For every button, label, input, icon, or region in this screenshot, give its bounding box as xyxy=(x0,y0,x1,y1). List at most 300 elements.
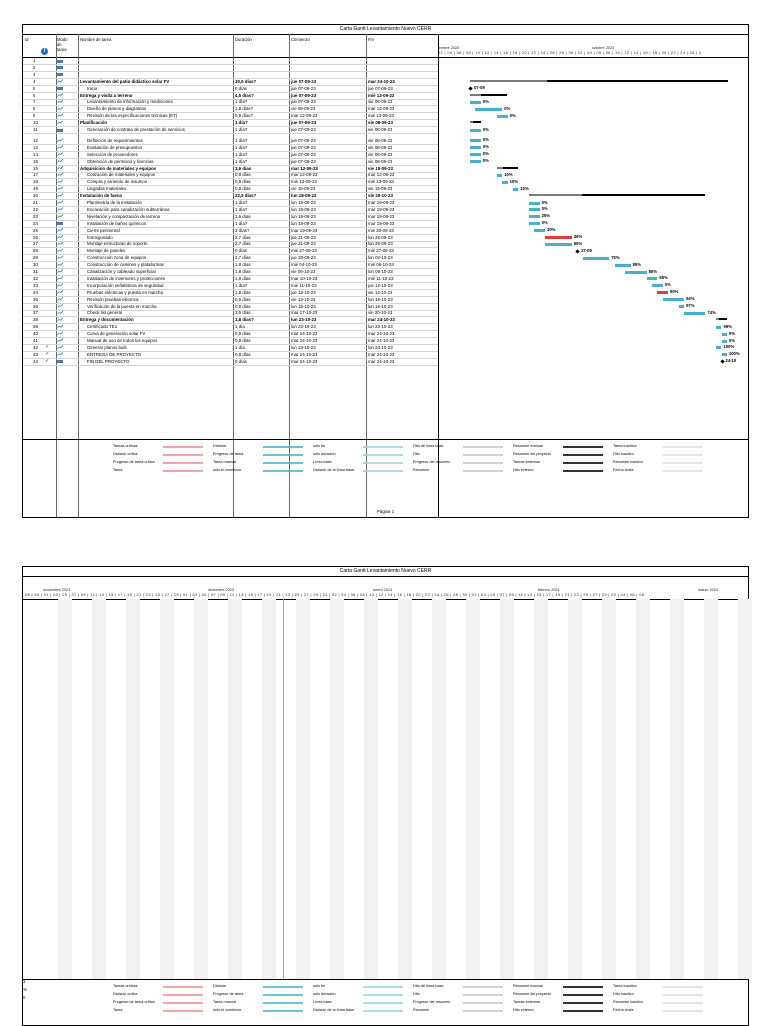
task-start: mié 04-10-23 xyxy=(291,262,317,268)
col-name: Nombre de tarea xyxy=(80,37,112,42)
col-mode: Modo de tarea xyxy=(57,37,68,52)
task-name: Montaje de paneles xyxy=(87,248,126,254)
task-start: mar 12-09-23 xyxy=(291,113,318,119)
legend-item: División crítica xyxy=(113,452,138,456)
legend-swatch xyxy=(663,446,703,448)
task-start: vie 15-09-23 xyxy=(291,186,316,192)
auto-schedule-icon xyxy=(57,345,63,349)
row-id: 9 xyxy=(33,113,36,119)
legend-item: Resumen del proyecto xyxy=(513,452,551,456)
manual-schedule-icon xyxy=(57,222,63,225)
legend-swatch xyxy=(663,462,703,464)
summary-progress xyxy=(497,167,503,169)
task-name: Generación de contrato de prestación de servicios xyxy=(87,127,185,132)
task-bar[interactable] xyxy=(625,271,646,274)
task-finish: vie 15-09-23 xyxy=(368,186,393,192)
edge-mark-1: 1 xyxy=(23,979,26,984)
task-duration: 2,7 días xyxy=(235,255,251,261)
row-id: 23 xyxy=(33,213,38,219)
progress-label: 0% xyxy=(509,112,516,118)
task-finish: jue 07-09-23 xyxy=(368,85,393,91)
task-name: ENTREGA DE PROYECTO xyxy=(87,351,142,357)
auto-schedule-icon xyxy=(57,99,63,103)
task-bar[interactable] xyxy=(583,257,610,260)
col-finish: Fin xyxy=(368,37,374,42)
legend-swatch xyxy=(363,446,403,448)
progress-label: 97% xyxy=(686,303,695,308)
row-id: 30 xyxy=(33,262,38,268)
summary-progress xyxy=(529,194,582,196)
legend-swatch xyxy=(163,1002,203,1004)
task-finish: lun 23-10-23 xyxy=(368,324,393,330)
task-duration: 1 día xyxy=(235,344,245,350)
timeline-month-dec: diciembre 2023 xyxy=(208,588,234,592)
task-duration: 22,5 días? xyxy=(235,193,257,199)
row-id: 28 xyxy=(33,248,38,254)
check-icon xyxy=(45,345,51,350)
legend-item: Tarea xyxy=(113,468,123,472)
auto-schedule-icon xyxy=(57,186,63,190)
auto-schedule-icon xyxy=(57,241,63,245)
legend-item: Resumen xyxy=(413,468,430,472)
progress-label: 80% xyxy=(632,261,641,267)
legend-swatch xyxy=(563,994,603,996)
task-name: Instalación de inversores y protecciones xyxy=(87,275,166,281)
task-duration: 1 día? xyxy=(235,144,248,150)
progress-label: 10% xyxy=(509,178,518,184)
task-duration: 3,6 días xyxy=(235,310,251,316)
legend-item: Tarea manual xyxy=(213,1000,237,1004)
task-bar[interactable] xyxy=(684,312,705,315)
task-duration: 0 días xyxy=(235,248,247,254)
legend-item: Tareas externas xyxy=(513,1000,541,1004)
task-bar[interactable] xyxy=(497,115,508,118)
auto-schedule-icon xyxy=(57,200,63,204)
task-finish: mar 12-09-23 xyxy=(368,106,395,112)
progress-label: 30% xyxy=(547,227,556,233)
legend-item: Progreso del resumen xyxy=(413,1000,451,1004)
task-duration: 1 día? xyxy=(235,206,248,212)
task-finish: mar 19-09-23 xyxy=(368,200,395,205)
task-bar[interactable] xyxy=(679,305,684,308)
row-id: 31 xyxy=(33,269,38,274)
weekend-stripe xyxy=(194,599,208,979)
task-bar[interactable] xyxy=(652,284,663,287)
task-bar[interactable] xyxy=(502,181,507,184)
task-bar[interactable] xyxy=(722,353,727,356)
legend-swatch xyxy=(463,986,503,988)
legend-swatch xyxy=(163,1010,203,1012)
auto-schedule-icon xyxy=(57,93,63,97)
task-bar[interactable] xyxy=(545,243,572,246)
task-duration: 1 día? xyxy=(235,200,248,205)
progress-label: 0% xyxy=(482,126,489,132)
weekend-stripe xyxy=(704,599,718,979)
row-id: 16 xyxy=(33,165,38,171)
task-bar[interactable] xyxy=(529,222,540,225)
task-finish: mar 19-09-23 xyxy=(368,220,395,226)
legend-item: Progreso de tarea crítica xyxy=(113,460,155,464)
timeline-month-feb: febrero 2024 xyxy=(538,588,560,592)
legend-item: Resumen xyxy=(413,1008,430,1012)
task-duration: 1 día? xyxy=(235,120,248,126)
task-bar[interactable] xyxy=(470,146,481,149)
legend-swatch xyxy=(163,986,203,988)
legend-swatch xyxy=(263,462,303,464)
row-id: 13 xyxy=(33,144,38,150)
weekend-stripe xyxy=(602,599,616,979)
task-start: jue 07-09-23 xyxy=(291,85,316,91)
col-duration: Duración xyxy=(235,37,252,42)
summary-progress xyxy=(716,318,719,320)
task-start: lun 16-10-23 xyxy=(291,303,316,309)
page-number: Página 1 xyxy=(376,509,395,514)
task-duration: 0,8 días xyxy=(235,186,251,192)
legend-swatch xyxy=(563,1002,603,1004)
summary-progress xyxy=(470,80,547,82)
task-name: Selección de proveedores xyxy=(87,151,138,157)
task-start: jue 07-09-23 xyxy=(291,92,317,98)
task-duration: 0,8 días xyxy=(235,172,251,178)
task-finish: mar 24-10-23 xyxy=(368,358,395,364)
timeline-month-oct: octubre 2023 xyxy=(592,46,615,50)
task-name: Inicio xyxy=(87,85,98,91)
timeline-header xyxy=(438,34,748,58)
weekend-stripe xyxy=(364,599,378,979)
auto-schedule-icon xyxy=(57,152,63,156)
task-bar[interactable] xyxy=(475,108,502,111)
legend-item: Progreso de tarea crítica xyxy=(113,1000,155,1004)
task-start: lun 18-09-23 xyxy=(291,200,316,205)
task-start: mar 12-09-23 xyxy=(291,165,318,171)
legend-swatch xyxy=(563,446,603,448)
task-start: mar 12-09-23 xyxy=(291,172,318,178)
legend-swatch xyxy=(463,1002,503,1004)
task-bar[interactable] xyxy=(663,298,684,301)
row-id: 15 xyxy=(33,158,38,164)
task-duration: 1,8 días xyxy=(235,262,251,268)
legend-item: Hito inactivo xyxy=(613,452,634,456)
task-start: mar 24-10-23 xyxy=(291,358,318,364)
legend-swatch xyxy=(163,446,203,448)
row-id: 29 xyxy=(33,255,38,261)
info-icon[interactable]: i xyxy=(41,48,48,55)
legend-item: Tareas críticas xyxy=(113,444,138,448)
task-start: jue 07-09-23 xyxy=(291,78,317,84)
legend-swatch xyxy=(663,470,703,472)
weekend-stripe xyxy=(636,599,650,979)
legend-item: Línea base xyxy=(313,460,332,464)
milestone-marker[interactable] xyxy=(720,360,724,364)
manual-schedule-icon xyxy=(57,60,63,63)
task-start: jue 07-09-23 xyxy=(291,120,317,126)
row-id: 44 xyxy=(33,358,38,364)
progress-label: 0% xyxy=(541,199,548,205)
timeline-month-mar: marzo 2024 xyxy=(698,588,719,592)
task-finish: mié 27-09-23 xyxy=(368,248,394,254)
legend-swatch xyxy=(263,1010,303,1012)
task-name: Construcción de caminos y plataformas xyxy=(87,262,164,268)
task-duration: 1 día? xyxy=(235,220,248,226)
row-id: 43 xyxy=(33,351,38,357)
row-id: 40 xyxy=(33,331,38,337)
task-duration: 0,8 días xyxy=(235,351,251,357)
row-id: 42 xyxy=(33,344,38,350)
progress-label: 36% xyxy=(573,234,583,239)
task-start: jue 07-09-23 xyxy=(291,137,316,143)
auto-schedule-icon xyxy=(57,79,63,83)
task-name: Check list general xyxy=(87,310,122,316)
task-name: Diseño de planos y diagramas xyxy=(87,106,147,112)
task-start: jue 07-09-23 xyxy=(291,127,316,132)
row-id: 24 xyxy=(33,220,38,226)
weekend-stripe xyxy=(228,599,242,979)
legend-item: División crítica xyxy=(113,992,138,996)
weekend-stripe xyxy=(262,599,276,979)
legend-swatch xyxy=(463,454,503,456)
task-name: Definición de requerimientos xyxy=(87,137,143,143)
col-start: Comienzo xyxy=(291,37,310,42)
task-start: mar 10-10-23 xyxy=(291,275,318,281)
summary-progress xyxy=(470,121,473,123)
task-duration: 2,7 días xyxy=(235,234,251,240)
task-start: jue 21-09-23 xyxy=(291,241,316,247)
legend-item: sólo fin xyxy=(313,984,326,988)
critical-task-bar[interactable] xyxy=(545,236,572,239)
auto-schedule-icon xyxy=(57,317,63,321)
weekend-stripe xyxy=(534,599,548,979)
task-bar[interactable] xyxy=(529,208,540,211)
legend-swatch xyxy=(363,994,403,996)
page-title: Carta Gantt Levantamiento Nuevo CERR xyxy=(23,25,748,35)
weekend-stripe xyxy=(500,599,514,979)
legend-item: Fecha límite xyxy=(613,468,634,472)
task-start: lun 23-10-23 xyxy=(291,344,316,350)
row-id: 27 xyxy=(33,241,38,247)
task-bar[interactable] xyxy=(513,188,518,191)
auto-schedule-icon xyxy=(57,331,63,335)
task-start: jue 07-09-23 xyxy=(291,99,316,105)
check-icon xyxy=(45,359,51,364)
milestone-marker[interactable] xyxy=(468,86,472,90)
task-bar[interactable] xyxy=(716,346,721,349)
auto-schedule-icon xyxy=(57,235,63,239)
task-name: Cotización de materiales y equipos xyxy=(87,172,156,178)
legend-item: sólo duración xyxy=(313,452,336,456)
auto-schedule-icon xyxy=(57,297,63,301)
row-id: 39 xyxy=(33,324,38,330)
task-name: Construcción zona de equipos xyxy=(87,255,147,261)
progress-label: 75% xyxy=(611,254,620,260)
task-duration: 1 día? xyxy=(235,282,248,288)
row-id: 20 xyxy=(33,193,38,199)
milestone-marker[interactable] xyxy=(575,249,579,253)
task-finish: vie 08-09-23 xyxy=(368,127,393,132)
auto-schedule-icon xyxy=(57,283,63,287)
auto-schedule-icon xyxy=(57,276,63,280)
task-bar[interactable] xyxy=(529,202,540,205)
legend-swatch xyxy=(563,462,603,464)
task-name: Entrega y visita a terreno xyxy=(80,92,133,98)
manual-schedule-icon xyxy=(57,129,63,132)
task-duration: 0,8 días xyxy=(235,303,251,309)
weekend-stripe xyxy=(58,599,72,979)
task-name: Planimetría de la instalación xyxy=(87,200,142,205)
task-finish: lun 16-10-23 xyxy=(368,303,393,309)
task-start: lun 23-10-23 xyxy=(291,324,316,330)
legend-swatch xyxy=(663,454,703,456)
auto-schedule-icon xyxy=(57,172,63,176)
task-name: Planificación xyxy=(80,120,108,126)
critical-task-bar[interactable] xyxy=(657,291,668,294)
task-finish: vie 08-09-23 xyxy=(368,144,393,150)
task-bar[interactable] xyxy=(722,333,727,336)
task-bar[interactable] xyxy=(722,340,727,343)
legend-swatch xyxy=(663,994,703,996)
legend-swatch xyxy=(563,470,603,472)
legend-swatch xyxy=(263,454,303,456)
task-duration: 0 días xyxy=(235,85,247,91)
task-start: jue 07-09-23 xyxy=(291,151,316,157)
row-id: 8 xyxy=(33,106,36,112)
row-id: 25 xyxy=(33,227,38,233)
row-id: 7 xyxy=(33,99,36,105)
task-bar[interactable] xyxy=(470,153,481,156)
task-bar[interactable] xyxy=(716,326,721,329)
task-finish: vie 08-09-23 xyxy=(368,99,393,105)
progress-label: 100% xyxy=(728,351,740,357)
legend-swatch xyxy=(363,462,403,464)
task-bar[interactable] xyxy=(497,174,502,177)
row-id: 10 xyxy=(33,120,38,126)
table-row[interactable] xyxy=(23,359,438,366)
task-duration: 1 día? xyxy=(235,137,248,143)
edge-mark-3: 0 xyxy=(23,995,26,1000)
auto-schedule-icon xyxy=(57,352,63,356)
auto-schedule-icon xyxy=(57,262,63,266)
row-id: 18 xyxy=(33,179,38,185)
legend-item: Tarea manual xyxy=(213,460,237,464)
task-duration: 0 días xyxy=(235,358,247,364)
legend-item: Hito externo xyxy=(513,468,534,472)
row-id: 32 xyxy=(33,275,38,281)
legend-swatch xyxy=(363,986,403,988)
legend-swatch xyxy=(363,1010,403,1012)
progress-label: 100% xyxy=(723,344,735,350)
progress-label: 85% xyxy=(648,268,657,274)
table-header xyxy=(23,34,438,58)
legend-item: División de la línea base xyxy=(313,468,355,472)
auto-schedule-icon xyxy=(57,159,63,163)
task-bar[interactable] xyxy=(647,277,658,280)
task-duration: 4,5 días? xyxy=(235,92,254,98)
task-bar[interactable] xyxy=(470,101,481,104)
task-bar[interactable] xyxy=(470,139,481,142)
legend-swatch xyxy=(163,462,203,464)
legend-swatch xyxy=(263,1002,303,1004)
task-finish: mar 24-10-23 xyxy=(368,351,395,357)
auto-schedule-icon xyxy=(57,228,63,232)
task-duration: 0,8 días xyxy=(235,296,251,302)
task-duration: 2,7 días xyxy=(235,241,251,247)
legend-swatch xyxy=(663,986,703,988)
task-finish: lun 25-09-23 xyxy=(368,234,393,240)
legend-item: Tarea inactiva xyxy=(613,444,637,448)
check-icon xyxy=(45,352,51,357)
task-bar[interactable] xyxy=(615,264,631,267)
task-start: mar 17-10-23 xyxy=(291,310,318,316)
task-start: lun 18-09-23 xyxy=(291,220,316,226)
task-bar[interactable] xyxy=(470,160,481,163)
task-bar[interactable] xyxy=(470,129,481,132)
task-duration: 3,6 días xyxy=(235,165,252,171)
task-name: Levantamiento de información y mediciones xyxy=(87,99,173,105)
today-line xyxy=(283,599,284,979)
task-bar[interactable] xyxy=(529,215,540,218)
legend-swatch xyxy=(463,994,503,996)
table-row[interactable] xyxy=(23,127,438,134)
auto-schedule-icon xyxy=(57,214,63,218)
legend-item: Tarea inactiva xyxy=(613,984,637,988)
progress-label: 65% xyxy=(659,275,668,281)
task-name: hormigonado xyxy=(87,234,113,240)
legend-swatch xyxy=(563,454,603,456)
task-finish: vie 08-09-23 xyxy=(368,151,393,157)
legend-item: Resumen inactivo xyxy=(613,1000,644,1004)
legend-swatch xyxy=(563,1010,603,1012)
legend xyxy=(23,439,748,486)
task-finish: vie 20-10-23 xyxy=(368,193,393,199)
col-id: Id xyxy=(25,37,29,42)
legend-item: Hito de línea base xyxy=(413,984,444,988)
auto-schedule-icon xyxy=(57,120,63,124)
task-name: Cierre perimetral xyxy=(87,227,120,233)
progress-label: 99% xyxy=(723,323,732,329)
edge-mark-2: % xyxy=(23,987,27,992)
progress-label: 0% xyxy=(541,206,548,212)
task-finish: mié 20-09-23 xyxy=(368,227,394,233)
task-name: Revisión de las especificaciones técnicas (ET) xyxy=(87,113,178,119)
legend-item: Hito de línea base xyxy=(413,444,444,448)
row-id: 38 xyxy=(33,317,38,323)
row-id: 19 xyxy=(33,186,38,192)
legend-item: sólo duración xyxy=(313,992,336,996)
auto-schedule-icon xyxy=(57,338,63,342)
legend-item: Hito xyxy=(413,452,420,456)
task-name: Obtención de permisos y licencias xyxy=(87,158,154,164)
legend-item: División xyxy=(213,984,227,988)
task-start: jue 12-10-23 xyxy=(291,289,316,295)
row-id: 37 xyxy=(33,310,38,316)
task-start: lun 18-09-23 xyxy=(291,206,316,212)
task-bar[interactable] xyxy=(534,229,545,232)
task-start: vie 13-10-23 xyxy=(291,296,316,302)
task-finish: mar 24-10-23 xyxy=(368,317,395,323)
task-finish: mar 19-09-23 xyxy=(368,213,395,219)
task-duration: 1 día? xyxy=(235,158,248,164)
legend-item: Hito externo xyxy=(513,1008,534,1012)
progress-label: 0% xyxy=(482,151,489,157)
task-finish: mar 24-10-23 xyxy=(368,338,395,343)
legend-item: Fecha límite xyxy=(613,1008,634,1012)
legend-swatch xyxy=(463,462,503,464)
task-name: Verificación de la puesta en marcha xyxy=(87,303,157,309)
legend-swatch xyxy=(263,994,303,996)
summary-progress xyxy=(470,94,481,96)
legend-swatch xyxy=(563,986,603,988)
legend-swatch xyxy=(163,454,203,456)
legend-swatch xyxy=(463,446,503,448)
